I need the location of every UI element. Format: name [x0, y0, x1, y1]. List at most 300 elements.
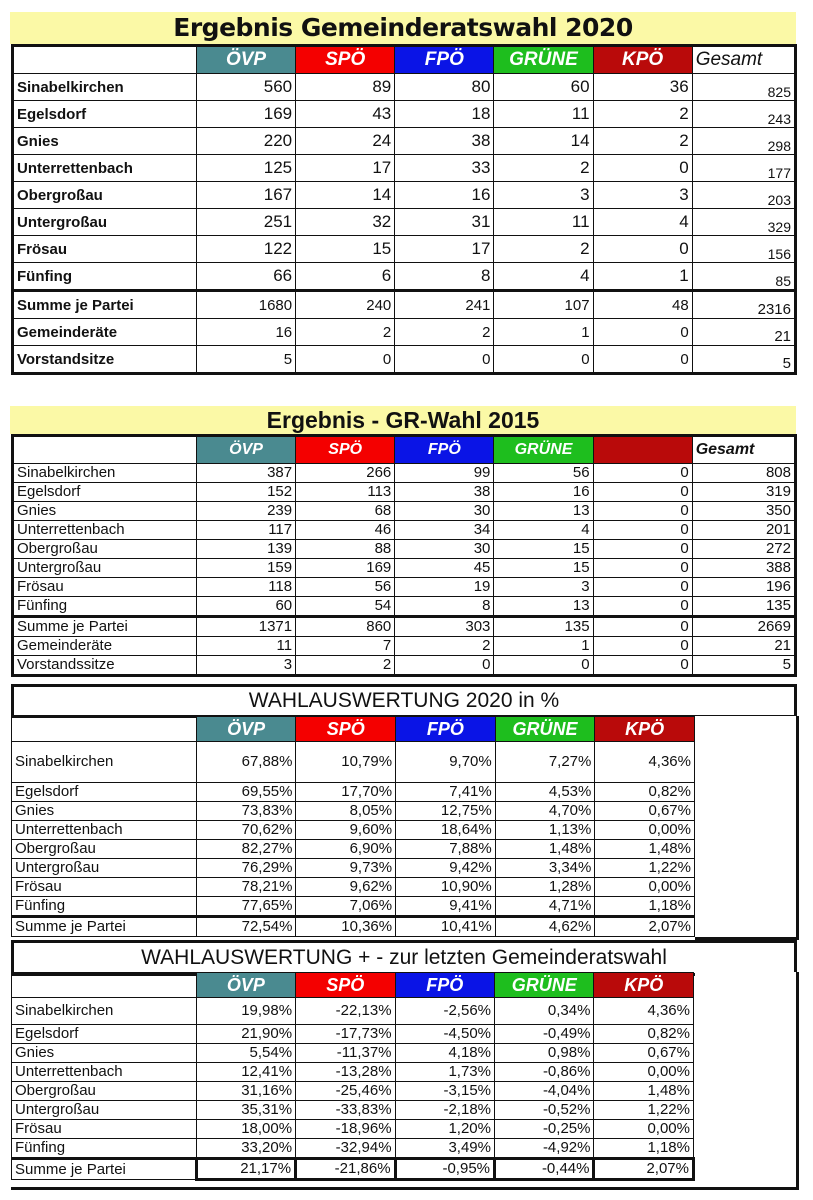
party-header-kpoe: KPÖ	[595, 717, 695, 742]
cell-fpoe: 18	[395, 101, 494, 128]
party-header-kpoe	[593, 436, 692, 464]
cell-oevp: 69,55%	[196, 783, 296, 802]
party-header-oevp: ÖVP	[196, 436, 295, 464]
party-header-oevp: ÖVP	[196, 46, 295, 74]
cell-kpoe: 0	[593, 319, 692, 346]
summary-row	[12, 917, 695, 937]
row-label: Gemeinderäte	[13, 637, 197, 656]
cell-gruene: 1,13%	[495, 821, 595, 840]
cell-kpoe: 4,36%	[594, 998, 694, 1025]
cell-spoe: 9,73%	[296, 859, 396, 878]
cell-total: 21	[692, 319, 795, 346]
cell-oevp: 239	[196, 502, 295, 521]
cell-gruene: 3	[494, 182, 593, 209]
cell-spoe: 43	[296, 101, 395, 128]
cell-oevp: 31,16%	[196, 1082, 295, 1101]
cell-oevp: 139	[196, 540, 295, 559]
table-row	[12, 897, 695, 917]
cell-gruene: -0,52%	[495, 1101, 594, 1120]
cell-oevp: 152	[196, 483, 295, 502]
row-label: Frösau	[13, 236, 197, 263]
cell-spoe: 2	[296, 319, 395, 346]
cell-kpoe: 48	[593, 291, 692, 319]
cell-spoe: 24	[296, 128, 395, 155]
row-label: Gnies	[13, 502, 197, 521]
cell-oevp: 33,20%	[196, 1139, 295, 1159]
cell-oevp: 220	[196, 128, 295, 155]
cell-fpoe: -2,18%	[395, 1101, 494, 1120]
cell-spoe: 113	[296, 483, 395, 502]
cell-gruene: 13	[494, 597, 593, 617]
cell-spoe: 15	[296, 236, 395, 263]
cell-fpoe: 10,90%	[396, 878, 496, 897]
summary-row	[13, 617, 796, 637]
cell-fpoe: 18,64%	[396, 821, 496, 840]
row-label: Sinabelkirchen	[13, 464, 197, 483]
party-header-gruene: GRÜNE	[495, 717, 595, 742]
percent-2020-table	[11, 716, 695, 937]
cell-oevp: 560	[196, 74, 295, 101]
cell-kpoe: 0	[593, 464, 692, 483]
row-label: Vorstandsitze	[13, 346, 197, 374]
cell-spoe: 7,06%	[296, 897, 396, 917]
cell-fpoe: -0,95%	[395, 1159, 494, 1180]
cell-oevp: 117	[196, 521, 295, 540]
cell-kpoe: 4,36%	[595, 742, 695, 783]
cell-kpoe: 0,00%	[594, 1063, 694, 1082]
cell-spoe: 6	[296, 263, 395, 291]
cell-total: 825	[692, 74, 795, 101]
party-header-oevp: ÖVP	[196, 717, 296, 742]
cell-oevp: 21,17%	[196, 1159, 295, 1180]
cell-oevp: 5,54%	[196, 1044, 295, 1063]
cell-fpoe: 7,41%	[396, 783, 496, 802]
row-label: Frösau	[12, 1120, 197, 1139]
cell-gruene: -4,04%	[495, 1082, 594, 1101]
cell-total: 329	[692, 209, 795, 236]
row-label: Untergroßau	[13, 559, 197, 578]
cell-spoe: 9,62%	[296, 878, 396, 897]
cell-fpoe: 31	[395, 209, 494, 236]
cell-kpoe: 1,18%	[594, 1139, 694, 1159]
table-row	[12, 742, 695, 783]
cell-total: 201	[692, 521, 795, 540]
cell-fpoe: 16	[395, 182, 494, 209]
cell-gruene: 0,34%	[495, 998, 594, 1025]
cell-fpoe: 9,42%	[396, 859, 496, 878]
cell-oevp: 122	[196, 236, 295, 263]
cell-oevp: 73,83%	[196, 802, 296, 821]
header-row	[12, 973, 694, 998]
summary-row	[13, 319, 796, 346]
cell-gruene: 1	[494, 637, 593, 656]
cell-spoe: 2	[296, 656, 395, 676]
cell-oevp: 12,41%	[196, 1063, 295, 1082]
cell-kpoe: 0	[593, 483, 692, 502]
cell-total: 135	[692, 597, 795, 617]
cell-total: 5	[692, 656, 795, 676]
cell-kpoe: 0	[593, 578, 692, 597]
header-row	[13, 436, 796, 464]
cell-total: 156	[692, 236, 795, 263]
party-header-gruene: GRÜNE	[494, 436, 593, 464]
row-label: Frösau	[12, 878, 197, 897]
cell-oevp: 72,54%	[196, 917, 296, 937]
table-row	[12, 802, 695, 821]
cell-fpoe: 2	[395, 637, 494, 656]
row-label: Untergroßau	[12, 1101, 197, 1120]
results-2015-table	[11, 434, 797, 677]
cell-kpoe: 0,67%	[595, 802, 695, 821]
cell-fpoe: 33	[395, 155, 494, 182]
party-header-fpoe: FPÖ	[395, 46, 494, 74]
table-row	[12, 840, 695, 859]
cell-kpoe: 0,82%	[595, 783, 695, 802]
cell-gruene: -0,44%	[495, 1159, 594, 1180]
row-label: Sinabelkirchen	[12, 742, 197, 783]
table-row	[13, 597, 796, 617]
table-row	[13, 559, 796, 578]
cell-gruene: 7,27%	[495, 742, 595, 783]
cell-spoe: -25,46%	[296, 1082, 395, 1101]
cell-gruene: 1,48%	[495, 840, 595, 859]
cell-total: 196	[692, 578, 795, 597]
cell-kpoe: 4	[593, 209, 692, 236]
cell-gruene: 4	[494, 263, 593, 291]
table-row	[13, 101, 796, 128]
row-label: Gemeinderäte	[13, 319, 197, 346]
section-title-percent-2020: WAHLAUSWERTUNG 2020 in %	[11, 684, 797, 718]
section-title-change: WAHLAUSWERTUNG + - zur letzten Gemeinderatswahl	[11, 940, 797, 976]
cell-fpoe: 0	[395, 656, 494, 676]
cell-oevp: 118	[196, 578, 295, 597]
cell-total: 319	[692, 483, 795, 502]
cell-fpoe: 30	[395, 540, 494, 559]
cell-spoe: 14	[296, 182, 395, 209]
row-label: Egelsdorf	[12, 783, 197, 802]
cell-oevp: 35,31%	[196, 1101, 295, 1120]
cell-kpoe: 1	[593, 263, 692, 291]
cell-kpoe: 2	[593, 128, 692, 155]
cell-spoe: 240	[296, 291, 395, 319]
cell-oevp: 67,88%	[196, 742, 296, 783]
cell-gruene: -0,49%	[495, 1025, 594, 1044]
table-row	[13, 464, 796, 483]
row-label: Gnies	[12, 802, 197, 821]
table-row	[13, 236, 796, 263]
table-row	[13, 74, 796, 101]
cell-spoe: 17	[296, 155, 395, 182]
cell-total: 2316	[692, 291, 795, 319]
table-row	[13, 182, 796, 209]
cell-fpoe: 10,41%	[396, 917, 496, 937]
cell-kpoe: 1,22%	[594, 1101, 694, 1120]
cell-spoe: -18,96%	[296, 1120, 395, 1139]
table-row	[12, 878, 695, 897]
table-row	[12, 783, 695, 802]
cell-oevp: 66	[196, 263, 295, 291]
cell-gruene: 2	[494, 155, 593, 182]
title-2020: Ergebnis Gemeinderatswahl 2020	[10, 12, 796, 44]
cell-fpoe: 19	[395, 578, 494, 597]
row-label: Unterrettenbach	[12, 821, 197, 840]
cell-fpoe: 17	[395, 236, 494, 263]
cell-kpoe: 0,00%	[595, 878, 695, 897]
cell-total: 350	[692, 502, 795, 521]
table-row	[13, 540, 796, 559]
cell-gruene: 11	[494, 209, 593, 236]
cell-kpoe: 0	[593, 656, 692, 676]
cell-fpoe: 4,18%	[395, 1044, 494, 1063]
party-header-spoe: SPÖ	[296, 436, 395, 464]
cell-spoe: 88	[296, 540, 395, 559]
empty-side-box	[695, 972, 799, 1190]
cell-oevp: 21,90%	[196, 1025, 295, 1044]
row-label: Sinabelkirchen	[12, 998, 197, 1025]
table-row	[13, 155, 796, 182]
cell-fpoe: -2,56%	[395, 998, 494, 1025]
cell-gruene: 14	[494, 128, 593, 155]
summary-row	[13, 637, 796, 656]
cell-fpoe: 45	[395, 559, 494, 578]
table-row	[12, 1082, 694, 1101]
table-row	[13, 578, 796, 597]
row-label: Unterrettenbach	[12, 1063, 197, 1082]
cell-gruene: 1	[494, 319, 593, 346]
cell-kpoe: 0,00%	[594, 1120, 694, 1139]
change-table	[11, 972, 695, 1181]
cell-fpoe: 30	[395, 502, 494, 521]
row-label: Summe je Partei	[12, 917, 197, 937]
cell-gruene: 4,70%	[495, 802, 595, 821]
table-row	[12, 1044, 694, 1063]
title-2015: Ergebnis - GR-Wahl 2015	[10, 406, 796, 434]
table-row	[12, 1025, 694, 1044]
cell-spoe: 89	[296, 74, 395, 101]
cell-spoe: -21,86%	[296, 1159, 395, 1180]
cell-gruene: 4	[494, 521, 593, 540]
cell-total: 21	[692, 637, 795, 656]
row-label: Obergroßau	[12, 840, 197, 859]
row-label: Fünfing	[12, 897, 197, 917]
row-label: Summe je Partei	[12, 1159, 197, 1180]
summary-row	[13, 291, 796, 319]
table-row	[13, 209, 796, 236]
cell-fpoe: 1,73%	[395, 1063, 494, 1082]
cell-spoe: 10,36%	[296, 917, 396, 937]
party-header-kpoe: KPÖ	[593, 46, 692, 74]
table-row	[12, 821, 695, 840]
cell-fpoe: -3,15%	[395, 1082, 494, 1101]
row-label: Egelsdorf	[13, 101, 197, 128]
row-label: Gnies	[13, 128, 197, 155]
party-header-oevp: ÖVP	[196, 973, 295, 998]
cell-kpoe: 3	[593, 182, 692, 209]
cell-total: 5	[692, 346, 795, 374]
party-header-kpoe: KPÖ	[594, 973, 694, 998]
cell-kpoe: 0	[593, 521, 692, 540]
cell-kpoe: 2,07%	[594, 1159, 694, 1180]
table-row	[13, 263, 796, 291]
cell-fpoe: 3,49%	[395, 1139, 494, 1159]
cell-oevp: 70,62%	[196, 821, 296, 840]
cell-spoe: 68	[296, 502, 395, 521]
summary-row	[13, 346, 796, 374]
cell-spoe: 0	[296, 346, 395, 374]
corner-cell	[13, 46, 197, 74]
cell-oevp: 19,98%	[196, 998, 295, 1025]
cell-fpoe: 99	[395, 464, 494, 483]
cell-spoe: 17,70%	[296, 783, 396, 802]
cell-kpoe: 1,18%	[595, 897, 695, 917]
cell-gruene: 0,98%	[495, 1044, 594, 1063]
cell-oevp: 169	[196, 101, 295, 128]
cell-fpoe: 241	[395, 291, 494, 319]
cell-fpoe: 8	[395, 597, 494, 617]
cell-gruene: 0	[494, 656, 593, 676]
cell-spoe: -13,28%	[296, 1063, 395, 1082]
cell-gruene: 2	[494, 236, 593, 263]
party-header-fpoe: FPÖ	[395, 973, 494, 998]
cell-total: 808	[692, 464, 795, 483]
cell-kpoe: 0	[593, 346, 692, 374]
cell-fpoe: 7,88%	[396, 840, 496, 859]
table-row	[12, 1063, 694, 1082]
cell-spoe: 10,79%	[296, 742, 396, 783]
cell-spoe: -32,94%	[296, 1139, 395, 1159]
table-row	[12, 1139, 694, 1159]
cell-gruene: -4,92%	[495, 1139, 594, 1159]
row-label: Obergroßau	[13, 540, 197, 559]
cell-total: 272	[692, 540, 795, 559]
cell-oevp: 1371	[196, 617, 295, 637]
cell-oevp: 251	[196, 209, 295, 236]
cell-kpoe: 0	[593, 236, 692, 263]
cell-spoe: -22,13%	[296, 998, 395, 1025]
cell-oevp: 16	[196, 319, 295, 346]
empty-side-box	[695, 716, 799, 940]
row-label: Fünfing	[12, 1139, 197, 1159]
table-row	[13, 502, 796, 521]
cell-kpoe: 0,00%	[595, 821, 695, 840]
cell-fpoe: 0	[395, 346, 494, 374]
cell-spoe: 9,60%	[296, 821, 396, 840]
corner-cell	[13, 436, 197, 464]
cell-gruene: 0	[494, 346, 593, 374]
row-label: Frösau	[13, 578, 197, 597]
cell-spoe: 860	[296, 617, 395, 637]
cell-fpoe: 12,75%	[396, 802, 496, 821]
row-label: Untergroßau	[13, 209, 197, 236]
table-row	[13, 128, 796, 155]
cell-kpoe: 0,67%	[594, 1044, 694, 1063]
cell-spoe: 54	[296, 597, 395, 617]
cell-fpoe: 9,41%	[396, 897, 496, 917]
row-label: Fünfing	[13, 597, 197, 617]
cell-gruene: 16	[494, 483, 593, 502]
party-header-gruene: GRÜNE	[494, 46, 593, 74]
cell-gruene: -0,86%	[495, 1063, 594, 1082]
cell-fpoe: 34	[395, 521, 494, 540]
cell-kpoe: 0	[593, 502, 692, 521]
cell-oevp: 76,29%	[196, 859, 296, 878]
cell-total: 388	[692, 559, 795, 578]
cell-fpoe: 38	[395, 483, 494, 502]
cell-spoe: 8,05%	[296, 802, 396, 821]
cell-gruene: 4,71%	[495, 897, 595, 917]
cell-fpoe: 8	[395, 263, 494, 291]
cell-kpoe: 0	[593, 155, 692, 182]
results-2020-table	[11, 44, 797, 375]
party-header-spoe: SPÖ	[296, 717, 396, 742]
cell-oevp: 82,27%	[196, 840, 296, 859]
cell-kpoe: 2,07%	[595, 917, 695, 937]
summary-row	[12, 1159, 694, 1180]
row-label: Unterrettenbach	[13, 155, 197, 182]
cell-total: 2669	[692, 617, 795, 637]
cell-oevp: 11	[196, 637, 295, 656]
cell-fpoe: 1,20%	[395, 1120, 494, 1139]
cell-gruene: 60	[494, 74, 593, 101]
cell-spoe: -33,83%	[296, 1101, 395, 1120]
cell-oevp: 159	[196, 559, 295, 578]
cell-kpoe: 1,48%	[595, 840, 695, 859]
cell-total: 298	[692, 128, 795, 155]
cell-gruene: -0,25%	[495, 1120, 594, 1139]
cell-total: 243	[692, 101, 795, 128]
cell-spoe: 56	[296, 578, 395, 597]
cell-oevp: 78,21%	[196, 878, 296, 897]
cell-total: 85	[692, 263, 795, 291]
total-header: Gesamt	[692, 46, 795, 74]
party-header-spoe: SPÖ	[296, 46, 395, 74]
cell-gruene: 1,28%	[495, 878, 595, 897]
cell-oevp: 125	[196, 155, 295, 182]
row-label: Egelsdorf	[13, 483, 197, 502]
cell-oevp: 18,00%	[196, 1120, 295, 1139]
cell-fpoe: 9,70%	[396, 742, 496, 783]
cell-oevp: 5	[196, 346, 295, 374]
table-row	[12, 1101, 694, 1120]
cell-spoe: 32	[296, 209, 395, 236]
cell-fpoe: 2	[395, 319, 494, 346]
cell-kpoe: 1,48%	[594, 1082, 694, 1101]
cell-kpoe: 0	[593, 637, 692, 656]
cell-gruene: 135	[494, 617, 593, 637]
row-label: Summe je Partei	[13, 291, 197, 319]
party-header-gruene: GRÜNE	[495, 973, 594, 998]
cell-oevp: 3	[196, 656, 295, 676]
table-row	[12, 998, 694, 1025]
row-label: Summe je Partei	[13, 617, 197, 637]
cell-spoe: 6,90%	[296, 840, 396, 859]
cell-total: 203	[692, 182, 795, 209]
header-row	[13, 46, 796, 74]
cell-spoe: 169	[296, 559, 395, 578]
cell-fpoe: -4,50%	[395, 1025, 494, 1044]
table-row	[12, 859, 695, 878]
cell-gruene: 15	[494, 559, 593, 578]
cell-total: 177	[692, 155, 795, 182]
table-row	[12, 1120, 694, 1139]
cell-fpoe: 303	[395, 617, 494, 637]
cell-oevp: 387	[196, 464, 295, 483]
row-label: Sinabelkirchen	[13, 74, 197, 101]
cell-gruene: 3	[494, 578, 593, 597]
table-row	[13, 483, 796, 502]
cell-spoe: 7	[296, 637, 395, 656]
cell-gruene: 13	[494, 502, 593, 521]
